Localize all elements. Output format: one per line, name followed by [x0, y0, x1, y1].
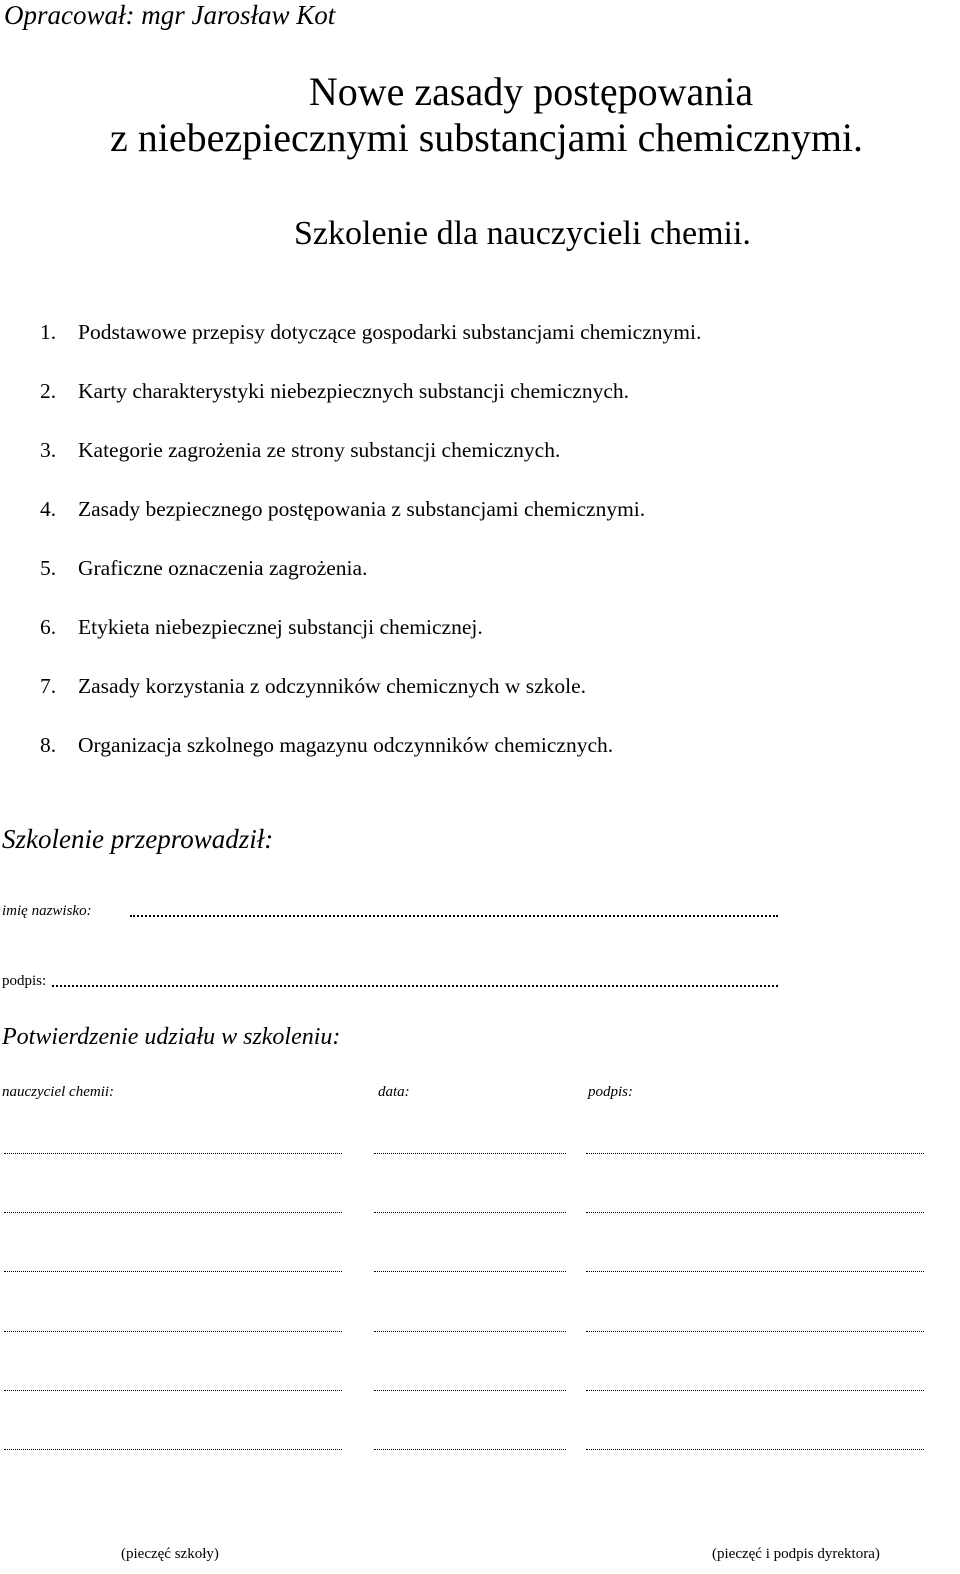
document-title-line-2: z niebezpiecznymi substancjami chemicznymi.	[110, 115, 864, 160]
date-column-label: data:	[378, 1084, 410, 1100]
topic-number: 6.	[40, 615, 57, 639]
date-field[interactable]	[374, 1212, 566, 1213]
topic-text: Etykieta niebezpiecznej substancji chemicznej.	[78, 615, 483, 639]
trainer-name-label: imię nazwisko:	[2, 903, 92, 919]
document-title-line-1: Nowe zasady postępowania	[308, 69, 754, 114]
topic-text: Graficzne oznaczenia zagrożenia.	[78, 556, 368, 580]
topic-number: 3.	[40, 438, 57, 462]
teacher-name-field[interactable]	[4, 1153, 342, 1154]
signature-column-label: podpis:	[588, 1084, 633, 1100]
teacher-name-field[interactable]	[4, 1331, 342, 1332]
signature-field[interactable]	[586, 1153, 924, 1154]
signature-field[interactable]	[586, 1331, 924, 1332]
topic-number: 2.	[40, 379, 57, 403]
date-field[interactable]	[374, 1449, 566, 1450]
trainer-signature-label: podpis:	[2, 973, 47, 989]
teacher-name-field[interactable]	[4, 1449, 342, 1450]
topic-text: Organizacja szkolnego magazynu odczynników chemicznych.	[78, 733, 614, 757]
signature-field[interactable]	[586, 1449, 924, 1450]
topic-number: 1.	[40, 320, 57, 344]
teacher-name-field[interactable]	[4, 1212, 342, 1213]
teacher-column-label: nauczyciel chemii:	[2, 1084, 115, 1100]
teacher-name-field[interactable]	[4, 1390, 342, 1391]
topic-text: Zasady bezpiecznego postępowania z substancjami chemicznymi.	[78, 497, 646, 521]
date-field[interactable]	[374, 1331, 566, 1332]
trainer-name-field[interactable]	[130, 915, 778, 917]
topic-text: Karty charakterystyki niebezpiecznych substancji chemicznych.	[78, 379, 630, 403]
document-subtitle: Szkolenie dla nauczycieli chemii.	[294, 215, 751, 252]
topic-item	[40, 674, 586, 699]
topic-number: 4.	[40, 497, 57, 521]
signature-field[interactable]	[586, 1390, 924, 1391]
topic-item	[40, 615, 483, 640]
trainer-heading: Szkolenie przeprowadził:	[2, 824, 274, 854]
topic-item	[40, 497, 645, 522]
teacher-name-field[interactable]	[4, 1271, 342, 1272]
signature-field[interactable]	[586, 1271, 924, 1272]
trainer-signature-field[interactable]	[52, 985, 778, 987]
topic-item	[40, 379, 629, 404]
topic-item	[40, 556, 367, 581]
topic-item	[40, 320, 701, 345]
director-stamp-label: (pieczęć i podpis dyrektora)	[712, 1546, 880, 1562]
school-stamp-label: (pieczęć szkoły)	[121, 1546, 219, 1562]
topic-number: 8.	[40, 733, 57, 757]
date-field[interactable]	[374, 1153, 566, 1154]
topic-text: Zasady korzystania z odczynników chemicznych w szkole.	[78, 674, 587, 698]
confirmation-heading: Potwierdzenie udziału w szkoleniu:	[2, 1024, 341, 1050]
topic-item	[40, 733, 613, 758]
topic-text: Podstawowe przepisy dotyczące gospodarki substancjami chemicznymi.	[78, 320, 702, 344]
topic-text: Kategorie zagrożenia ze strony substancji chemicznych.	[78, 438, 561, 462]
date-field[interactable]	[374, 1390, 566, 1391]
topic-number: 7.	[40, 674, 57, 698]
date-field[interactable]	[374, 1271, 566, 1272]
author-line: Opracował: mgr Jarosław Kot	[4, 0, 336, 30]
topic-item	[40, 438, 560, 463]
topic-number: 5.	[40, 556, 57, 580]
signature-field[interactable]	[586, 1212, 924, 1213]
